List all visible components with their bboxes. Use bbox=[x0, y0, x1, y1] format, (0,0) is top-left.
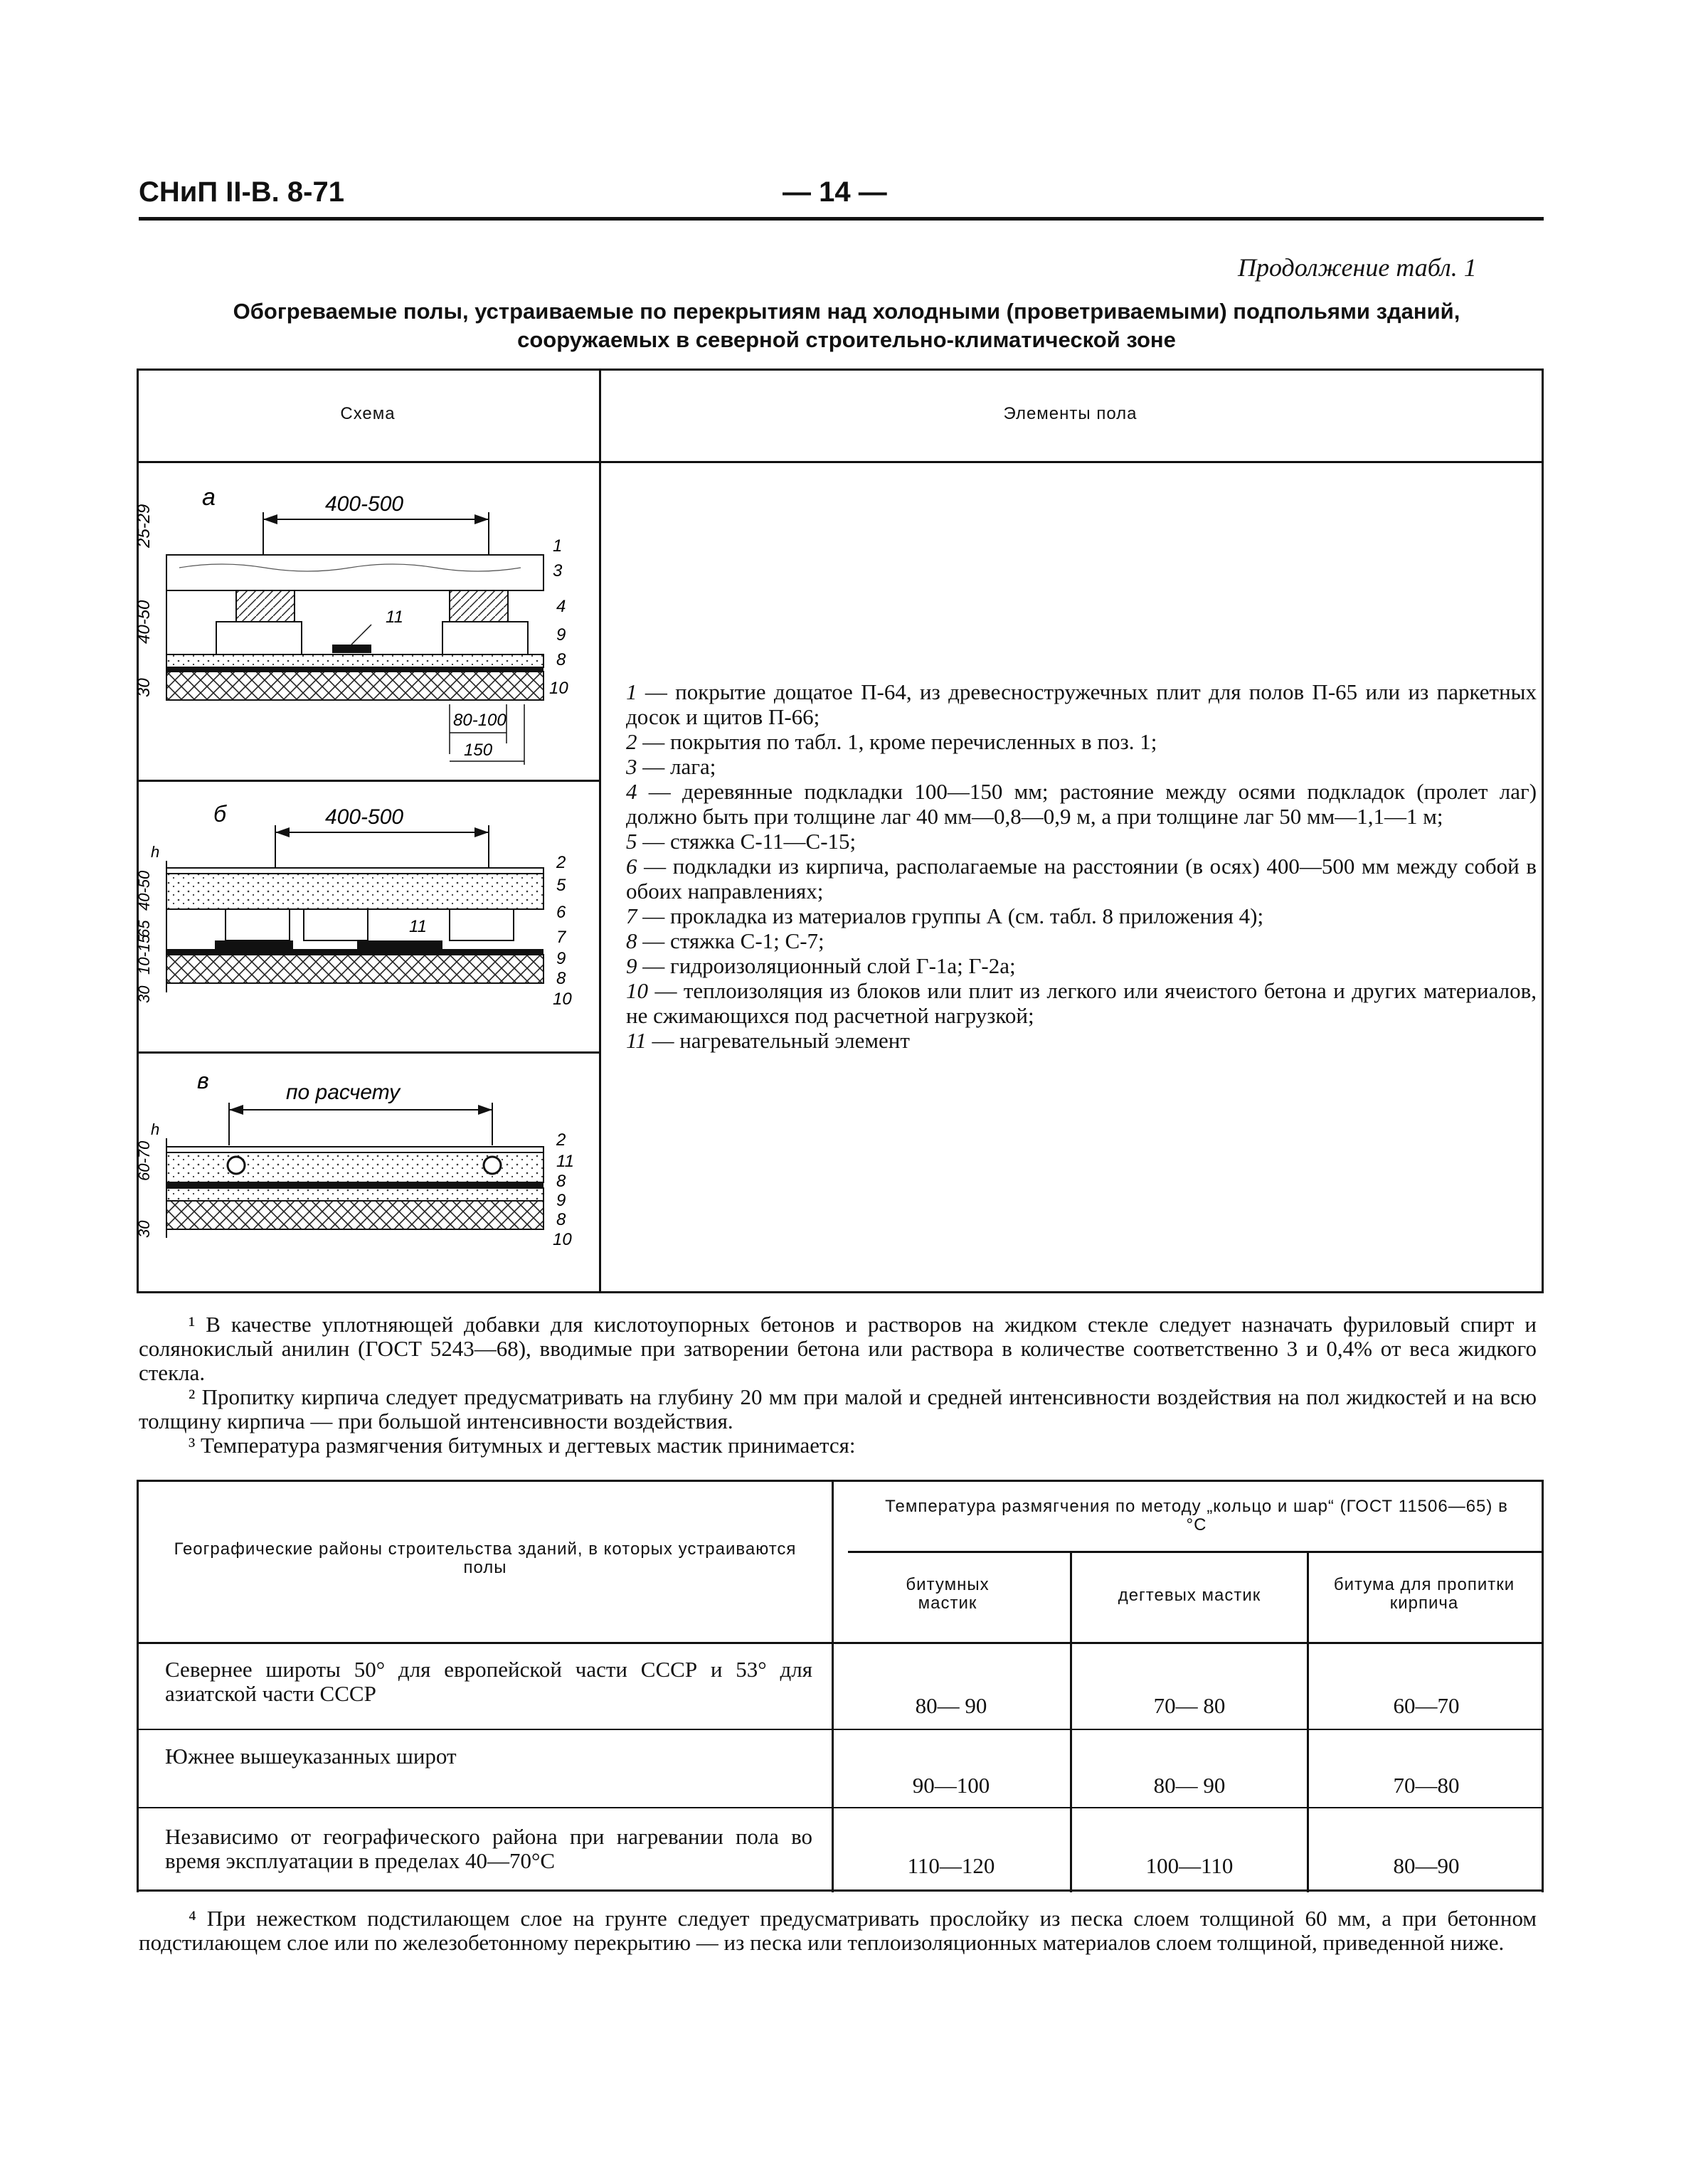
scheme-a-insulation bbox=[166, 672, 543, 700]
scheme-b-dim-4: 10-15 bbox=[135, 934, 153, 975]
scheme-b-span: 400-500 bbox=[325, 805, 404, 829]
scheme-b-callout-9: 9 bbox=[556, 949, 566, 968]
scheme-a-callout-11: 11 bbox=[386, 608, 403, 627]
page-number: — 14 — bbox=[783, 176, 887, 208]
scheme-b-label: б bbox=[213, 801, 226, 827]
table2-row-2-brick: 70—80 bbox=[1393, 1773, 1460, 1798]
document-code: СНиП II-В. 8-71 bbox=[139, 176, 344, 208]
scheme-b-callout-11: 11 bbox=[409, 917, 427, 936]
header-rule bbox=[139, 217, 1544, 221]
table2-right-rule bbox=[1542, 1480, 1544, 1892]
scheme-b-callout-8: 8 bbox=[556, 969, 566, 988]
table2-col-divider-3 bbox=[1307, 1551, 1309, 1892]
scheme-b-brick-right bbox=[450, 909, 514, 940]
scheme-c-cover bbox=[166, 1147, 543, 1152]
scheme-c-callout-9: 9 bbox=[556, 1191, 566, 1210]
continuation-note: Продолжение табл. 1 bbox=[1238, 253, 1477, 282]
element-item: 5 — стяжка С-11—С-15; bbox=[626, 829, 857, 854]
scheme-a-label: а bbox=[202, 484, 216, 511]
table2-head-rule bbox=[137, 1642, 1544, 1644]
table2-row-2-tar: 80— 90 bbox=[1153, 1773, 1226, 1798]
table2-header-temp: Температура размягчения по методу „кольцо и шар“ (ГОСТ 11506—65) в °С bbox=[885, 1497, 1508, 1534]
scheme-c-dim-1: h bbox=[151, 1120, 160, 1138]
scheme-b-callout-5: 5 bbox=[556, 876, 566, 895]
scheme-a-pad-right bbox=[442, 622, 528, 654]
floor-schemes bbox=[134, 462, 599, 1293]
scheme-c-callout-8b: 8 bbox=[556, 1210, 566, 1229]
scheme-a-joist-left bbox=[236, 590, 295, 622]
element-item: 7 — прокладка из материалов группы А (см. табл. 8 приложения 4); bbox=[626, 903, 1264, 928]
table2-row-2-region: Южнее вышеуказанных широт bbox=[165, 1744, 457, 1769]
scheme-a-callout-3: 3 bbox=[553, 561, 563, 581]
scheme-c-heater-left bbox=[228, 1157, 245, 1174]
table2-row-1-tar: 70— 80 bbox=[1153, 1693, 1226, 1718]
scheme-b-gasket-right bbox=[357, 940, 442, 949]
footnote-1: ¹ В качестве уплотняющей добавки для кислотоупорных бетонов и растворов на жидком стекле следует назначать фуриловый спирт и солянокислый анилин (ГОСТ 5243—68), вводимые при затворении бетона или раствора в количестве соответственно 3 и 0,4% от веса жидкого стекла. bbox=[139, 1312, 1537, 1385]
element-item: 6 — подкладки из кирпича, располагаемые на расстоянии (в осях) 400—500 мм между собой в обоих направлениях; bbox=[626, 854, 1537, 903]
scheme-a-span: 400-500 bbox=[325, 492, 404, 516]
footnote-3: ³ Температура размягчения битумных и дегтевых мастик принимается: bbox=[189, 1433, 856, 1458]
scheme-a-subdim-1: 80-100 bbox=[453, 711, 507, 730]
table2-bottom-rule bbox=[137, 1889, 1544, 1892]
table2-subhead-tar: дегтевых мастик bbox=[1118, 1586, 1261, 1605]
table2-col-divider-2 bbox=[1070, 1551, 1072, 1892]
table2-subhead-brick: битума для пропитки кирпича bbox=[1333, 1575, 1515, 1613]
scheme-c-label: в bbox=[197, 1068, 209, 1093]
scheme-b-dim-5: 30 bbox=[135, 985, 153, 1003]
element-item: 1 — покрытие дощатое П-64, из древесностружечных плит для полов П-65 или из паркетных досок и щитов П-66; bbox=[626, 679, 1537, 729]
scheme-a-dim-2: 40-50 bbox=[134, 600, 154, 644]
element-item: 3 — лага; bbox=[626, 754, 716, 779]
element-item: 11 — нагревательный элемент bbox=[626, 1028, 910, 1053]
scheme-a-callout-10: 10 bbox=[549, 679, 568, 698]
element-item: 9 — гидроизоляционный слой Г-1а; Г-2а; bbox=[626, 953, 1016, 978]
scheme-c-dim-2: 60-70 bbox=[135, 1140, 153, 1181]
element-item: 2 — покрытия по табл. 1, кроме перечисленных в поз. 1; bbox=[626, 729, 1157, 754]
scheme-c-callout-8: 8 bbox=[556, 1172, 566, 1191]
scheme-b-dim-3: 65 bbox=[135, 920, 153, 938]
table2-row-3-bitumen: 110—120 bbox=[907, 1853, 995, 1878]
table1-col-divider bbox=[599, 369, 601, 1293]
scheme-a-joist-right bbox=[450, 590, 508, 622]
scheme-b-dim-1: h bbox=[151, 843, 160, 861]
table2-header-region: Географические районы строительства зданий, в которых устраиваются полы bbox=[174, 1539, 797, 1577]
scheme-b-insulation bbox=[166, 955, 543, 983]
footnotes-block bbox=[139, 1313, 1537, 1458]
column-header-elements: Элементы пола bbox=[1003, 404, 1138, 423]
table2-row-3-region: Независимо от географического района при нагревании пола во время эксплуатации в пределах 40—70°С bbox=[165, 1824, 812, 1873]
scheme-c bbox=[135, 1068, 574, 1249]
table2-row-3-brick: 80—90 bbox=[1393, 1853, 1460, 1878]
scheme-a-callout-4: 4 bbox=[556, 597, 566, 616]
scheme-a-callout-9: 9 bbox=[556, 625, 566, 645]
table2-left-rule bbox=[137, 1480, 139, 1892]
element-item: 10 — теплоизоляция из блоков или плит из легкого или ячеистого бетона и других материалов, не сжимающихся под расчетной нагрузкой; bbox=[626, 978, 1537, 1028]
table-title: Обогреваемые полы, устраиваемые по перекрытиям над холодными (проветриваемыми) подпольями зданий, сооружаемых в северной строительно-климатической зоне bbox=[233, 299, 1460, 352]
scheme-a-callout-8: 8 bbox=[556, 650, 566, 669]
scheme-a-screed bbox=[166, 654, 543, 667]
scheme-b-callout-7: 7 bbox=[556, 928, 566, 947]
scheme-c-dim-3: 30 bbox=[135, 1220, 153, 1238]
scheme-a-heater bbox=[332, 645, 371, 653]
footnote-4: ⁴ При нежестком подстилающем слое на грунте следует предусматривать прослойку из песка слоем толщиной 60 мм, а при бетонном подстилающем слое или по железобетонному перекрытию — из песка или теплоизоляционных материалов слоем толщиной, приведенной ниже. bbox=[139, 1906, 1537, 1955]
table2-row-rule-1 bbox=[137, 1729, 1544, 1730]
scheme-b-brick-mid bbox=[304, 909, 368, 940]
scheme-a-board bbox=[166, 555, 543, 590]
table2-subhead-rule bbox=[848, 1551, 1544, 1553]
table2-row-1-bitumen: 80— 90 bbox=[915, 1693, 987, 1718]
scheme-b-waterproofing bbox=[166, 949, 543, 955]
table2-col-divider bbox=[832, 1480, 834, 1892]
scheme-b-callout-10: 10 bbox=[553, 990, 572, 1009]
scheme-c-screed-lower bbox=[166, 1188, 543, 1201]
table1-top-rule bbox=[137, 369, 1544, 371]
table2-row-1-brick: 60—70 bbox=[1393, 1693, 1460, 1718]
scheme-c-insulation bbox=[166, 1201, 543, 1229]
footnote-2: ² Пропитку кирпича следует предусматривать на глубину 20 мм при малой и средней интенсивности воздействия на пол жидкостей и на всю толщину кирпича — при большой интенсивности воздействия. bbox=[139, 1384, 1537, 1433]
scheme-c-waterproofing bbox=[166, 1182, 543, 1188]
scheme-c-callout-2: 2 bbox=[556, 1130, 566, 1150]
footnote-4-block bbox=[139, 1907, 1537, 1955]
scheme-b-screed bbox=[166, 874, 543, 909]
scheme-b bbox=[135, 801, 572, 1009]
scheme-b-gasket-left bbox=[215, 940, 293, 949]
scheme-a-subdim-2: 150 bbox=[464, 741, 493, 760]
table2-row-rule-2 bbox=[137, 1807, 1544, 1808]
scheme-b-brick-left bbox=[226, 909, 290, 940]
scheme-b-cover bbox=[166, 868, 543, 874]
column-header-scheme: Схема bbox=[340, 404, 396, 423]
scheme-a-dim-1: 25-29 bbox=[134, 504, 154, 548]
scheme-b-callout-6: 6 bbox=[556, 903, 566, 922]
table2-row-2-bitumen: 90—100 bbox=[912, 1773, 990, 1798]
table2 bbox=[137, 1480, 1544, 1892]
scheme-a bbox=[134, 484, 568, 765]
floor-elements-list bbox=[626, 679, 1537, 1053]
element-item: 4 — деревянные подкладки 100—150 мм; растояние между осями подкладок (пролет лаг) должно быть при толщине лаг 40 мм—0,8—0,9 м, а при толщине лаг 50 мм—1,1—1 м; bbox=[626, 779, 1537, 829]
scheme-a-pad-left bbox=[216, 622, 302, 654]
table2-row-3-tar: 100—110 bbox=[1145, 1853, 1234, 1878]
table2-top-rule bbox=[137, 1480, 1544, 1482]
element-item: 8 — стяжка С-1; С-7; bbox=[626, 928, 824, 953]
scheme-c-heater-right bbox=[484, 1157, 501, 1174]
scheme-b-dim-2: 40-50 bbox=[135, 870, 153, 911]
scheme-c-callout-10: 10 bbox=[553, 1230, 572, 1249]
scheme-a-callout-1: 1 bbox=[553, 536, 563, 556]
scheme-a-dim-3: 30 bbox=[134, 678, 154, 697]
table2-row-1-region: Севернее широты 50° для европейской части СССР и 53° для азиатской части СССР bbox=[165, 1657, 812, 1706]
scheme-c-span: по расчету bbox=[286, 1081, 401, 1104]
scheme-c-callout-11: 11 bbox=[556, 1152, 574, 1171]
table1-right-rule bbox=[1542, 369, 1544, 1293]
table2-subhead-bitumen: битумных мастик bbox=[906, 1575, 990, 1613]
scheme-b-callout-2: 2 bbox=[556, 853, 566, 872]
